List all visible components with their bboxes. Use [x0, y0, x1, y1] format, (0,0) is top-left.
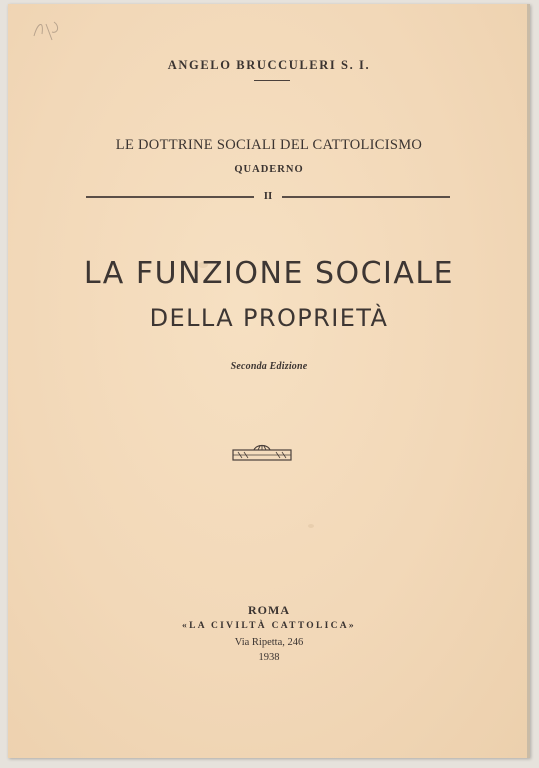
author-name: ANGELO BRUCCULERI S. I.: [167, 58, 371, 72]
book-title-line1: LA FUNZIONE SOCIALE: [83, 256, 455, 291]
paper-spot: [308, 524, 314, 528]
author-rule: [254, 80, 290, 81]
book-cover: [8, 4, 530, 758]
publisher-name: «LA CIVILTÀ CATTOLICA»: [182, 621, 356, 631]
book-title-line2: DELLA PROPRIETÀ: [149, 304, 389, 332]
divider-line-right: [282, 196, 450, 198]
decorative-ornament-icon: [232, 444, 292, 464]
publisher-address: Via Ripetta, 246: [234, 637, 304, 648]
series-title: LE DOTTRINE SOCIALI DEL CATTOLICISMO: [115, 137, 423, 153]
edition-label: Seconda Edizione: [230, 361, 308, 372]
publisher-city: ROMA: [248, 603, 290, 617]
pencil-mark-icon: [30, 16, 64, 46]
quaderno-label: QUADERNO: [234, 164, 304, 175]
numeral-divider: [86, 190, 450, 204]
volume-numeral: II: [263, 190, 273, 202]
publication-year: 1938: [258, 652, 280, 663]
